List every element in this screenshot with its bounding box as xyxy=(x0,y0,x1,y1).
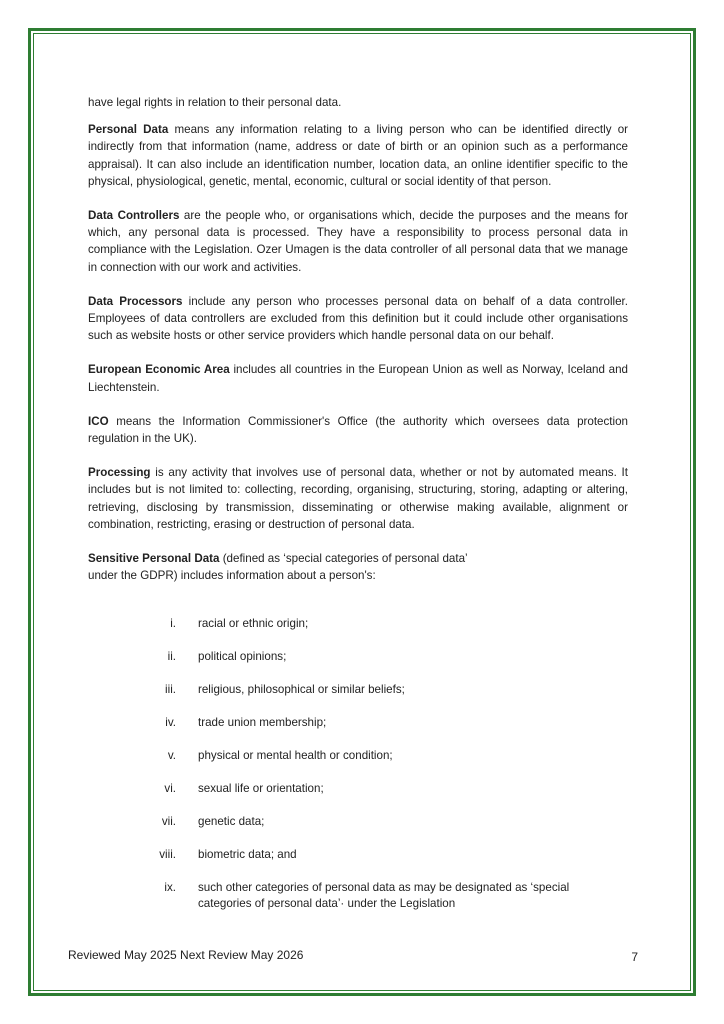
list-number: iii. xyxy=(165,683,176,696)
page-footer xyxy=(68,948,638,962)
page-number: 7 xyxy=(631,950,638,964)
list-number: viii. xyxy=(159,848,176,861)
term-label: Sensitive Personal Data xyxy=(88,552,220,566)
definition-processing xyxy=(88,464,628,533)
term-label: Data Processors xyxy=(88,294,183,308)
list-text: trade union membership; xyxy=(198,716,327,729)
term-label: ICO xyxy=(88,414,109,428)
definition-text: means any information relating to a living person who can be identified directly or indirectly from that information (name, address or date of birth or an opinion such as a performance appraisal). It can also include an identification number, location data, an online identifier specific to the physical, physiological, genetic, mental, economic, cultural or social identity of that person. xyxy=(88,123,629,188)
definition-personal-data xyxy=(88,121,628,190)
term-label: Processing xyxy=(88,466,151,480)
definition-text-continued: under the GDPR) includes information about a person's: xyxy=(88,569,376,583)
definition-sensitive-personal-data xyxy=(88,550,628,584)
list-text: such other categories of personal data as may be designated as ‘special categories of personal data’· under the Legislation xyxy=(198,881,570,910)
definition-text: (defined as ‘special categories of personal data’ xyxy=(219,552,468,566)
list-text: political opinions; xyxy=(198,650,287,663)
definition-text: are the people who, or organisations which, decide the purposes and the means for which, any personal data is processed. They have a responsibility to process personal data in compliance with the Legislation. Ozer Umagen is the data controller of all personal data that we manage in connection with our work and activities. xyxy=(88,209,628,274)
intro-paragraph: have legal rights in relation to their personal data. xyxy=(88,96,342,109)
list-number: i. xyxy=(170,617,176,630)
list-text: religious, philosophical or similar beliefs; xyxy=(198,683,405,696)
list-number: ii. xyxy=(167,650,176,663)
term-label: European Economic Area xyxy=(88,363,230,377)
definition-text: is any activity that involves use of personal data, whether or not by automated means. It includes but is not limited to: collecting, recording, organising, structuring, storing, adapting or altering, retrieving, disclosing by transmission, disseminating or otherwise making available, alignment or combination, restricting, erasing or destruction of personal data. xyxy=(88,466,628,531)
document-body xyxy=(88,94,628,601)
list-number: vi. xyxy=(164,782,176,795)
definition-text: includes all countries in the European Union as well as Norway, Iceland and Liechtenstein. xyxy=(88,363,628,394)
term-label: Personal Data xyxy=(88,123,169,137)
list-number: iv. xyxy=(165,716,176,729)
definition-data-processors xyxy=(88,293,628,345)
definition-eea xyxy=(88,361,628,395)
term-label: Data Controllers xyxy=(88,209,180,223)
list-text: physical or mental health or condition; xyxy=(198,749,393,762)
definition-text: include any person who processes personal data on behalf of a data controller. Employees of data controllers are excluded from this definition but it could include other organisations such as website hosts or other service providers which handle personal data on our behalf. xyxy=(88,294,628,343)
list-text: racial or ethnic origin; xyxy=(198,617,309,630)
list-number: v. xyxy=(167,749,176,762)
list-text: biometric data; and xyxy=(198,848,297,861)
list-text: genetic data; xyxy=(198,815,265,828)
list-number: ix. xyxy=(164,881,176,894)
definition-text: means the Information Commissioner's Office (the authority which oversees data protection regulation in the UK). xyxy=(88,414,628,446)
definition-data-controllers xyxy=(88,207,628,276)
review-dates: Reviewed May 2025 Next Review May 2026 xyxy=(68,948,304,962)
list-text: sexual life or orientation; xyxy=(198,782,324,795)
list-number: vii. xyxy=(161,815,176,828)
definition-ico xyxy=(88,413,628,447)
